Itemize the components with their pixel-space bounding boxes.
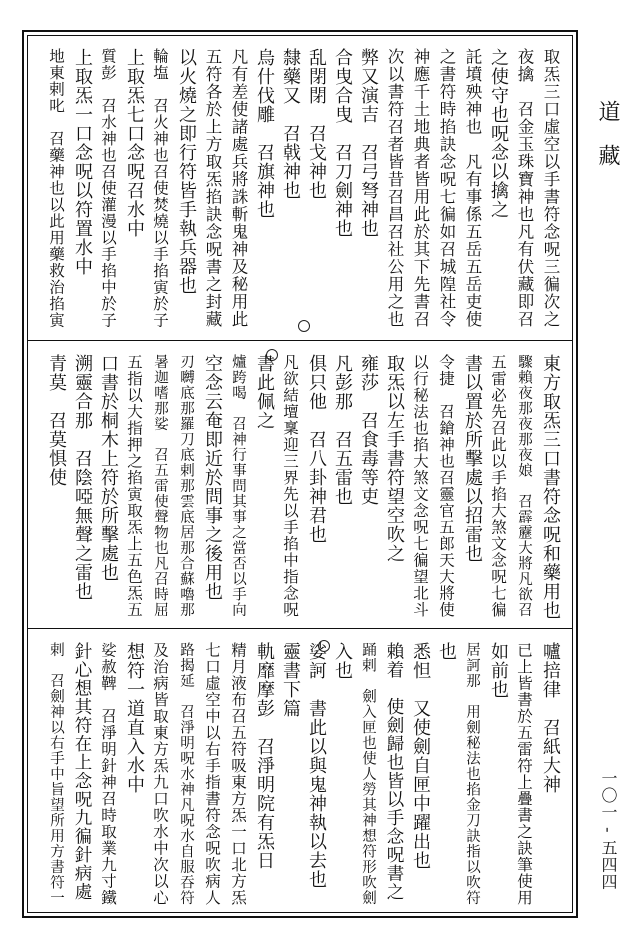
text-column: 空念云奄即近於問事之後用也: [202, 354, 223, 601]
text-column: 靈書下篇: [280, 642, 301, 718]
text-column: 託墳殃神也 凡有事係五岳五岳吏使: [463, 48, 482, 328]
text-column: 地東剌叱 召藥神也以此用藥救治掐寅: [47, 48, 65, 329]
text-column: 已上皆書於五雷符上疊書之訣筆使用: [515, 642, 533, 906]
text-panel-bottom: [30, 634, 570, 910]
text-column: 輪塩 召火神也召使焚燒以手掐寅於子: [151, 48, 169, 329]
text-panel-top: [30, 40, 570, 336]
text-column: 悉怛 又使劍自匣中躍出也: [410, 642, 431, 870]
text-column: 隸藥又 召戟神也: [280, 48, 301, 200]
text-column: 取炁三口虛空以手書符念呪三徧次之: [541, 48, 560, 328]
text-column: 軌靡摩彭 召淨明院有炁日: [254, 642, 275, 870]
text-column: 入也: [332, 642, 353, 680]
text-column: 神應千土地典者皆用此於其下先書召: [411, 48, 430, 328]
text-column: 次以書符召者皆昔召昌召社公用之也: [385, 48, 404, 328]
text-column: 七口虛空中以右手指書符念呪吹病人: [203, 642, 221, 906]
page-number: 一〇一 - 五四四: [599, 770, 618, 891]
text-column: 賴着 使劍歸也皆以手念呪書之: [384, 642, 404, 901]
text-column: 口書於桐木上符於所擊處也: [98, 354, 119, 582]
margin-title: 道藏: [595, 100, 620, 188]
text-column: 踊剌 劍入匣也使人勞其神想符形吹劍: [360, 642, 376, 906]
text-column: 雍莎 召食毒等吏: [358, 354, 379, 506]
text-column: 五指以大指押之掐寅取炁上五色炁五: [125, 354, 143, 618]
text-column: 及治病皆取東方炁九口吹水中次以心: [151, 642, 169, 906]
text-column: 取炁以左手書符望空吹之: [384, 354, 405, 563]
panel-divider-bottom: [27, 628, 573, 629]
text-column: 溯靈合那 召陰啞無聲之雷也: [72, 354, 93, 601]
text-panel-middle: [30, 346, 570, 624]
text-column: 刃嚩底那羅刀底剌那雲底居那合蘇嚕那: [178, 354, 194, 618]
text-column: 青莫 召莫惧使: [46, 354, 67, 487]
text-column: 弊又演吉 召弓弩神也: [358, 48, 379, 238]
text-column: 路揭延 召淨明呪水神凡呪水自服吞符: [178, 642, 194, 906]
text-column: 俱只他 召八卦神君也: [306, 354, 327, 544]
text-column: 居訶那 用劍秘法也掐金刀訣指以吹符: [464, 642, 480, 906]
text-column: 夜擒 召金玉珠寶神也凡有伏藏即召: [515, 48, 534, 328]
text-column: 上取炁一口念呪以符置水中: [72, 48, 93, 276]
text-column: 凡彭那 召五雷也: [332, 354, 353, 506]
text-column: 凡欲結壇稟迎三界先以手掐中指念呪: [281, 354, 299, 618]
text-column: 針心想其符在上念呪九徧針病處: [72, 642, 92, 901]
text-column: 之使守也呪念以擒之: [488, 48, 509, 219]
text-column: 五雷必先召此以手掐大煞文念呪七徧: [489, 354, 507, 618]
text-column: 東方取炁三口書符念呪和藥用也: [540, 354, 561, 620]
text-column: 乱閉閉 召戈神也: [306, 48, 327, 200]
text-column: 想符一道直入水中: [124, 642, 145, 794]
text-column: 書以置於所擊處以招雷也: [462, 354, 483, 563]
text-column: 如前也: [488, 642, 509, 699]
text-column: 凡有差使諸處兵將誅斬鬼神及秘用此: [229, 48, 248, 328]
text-column: 令捷 召鎗神也召靈官五郎天大將使: [437, 354, 455, 618]
text-column: 烏什伐雕 召旗神也: [254, 48, 275, 219]
text-column: 也: [436, 642, 457, 661]
text-column: 五符各於上方取炁掐訣念呪書之封藏: [203, 48, 222, 328]
text-column: 合曳合曳 召刀劍神也: [332, 48, 353, 238]
text-column: 驟賴夜那夜那夜娘 召霹靂大將凡欲召: [516, 354, 532, 618]
text-column: 上取炁七口念呪召水中: [124, 48, 145, 238]
text-column: 之書符時掐訣念呪七徧如召城隍社令: [437, 48, 456, 328]
text-column: 以行秘法也掐大煞文念呪七徧望北斗: [411, 354, 429, 618]
text-column: 質彭 召水神也召使灌漫以手掐中於子: [99, 48, 117, 329]
text-column: 精月液布召五符吸東方炁一口北方炁: [229, 642, 247, 906]
text-column: 書此佩之: [254, 354, 275, 430]
text-column: 暑迦嗜那娑 召五雷使聲物也凡召時屈: [152, 354, 168, 618]
text-column: 爐跨喝 召神行事問其事之當否以手向: [230, 354, 246, 618]
text-column: 娑訶 書此以與鬼神執以去也: [306, 642, 327, 889]
text-column: 嚧掊律 召紙大神: [540, 642, 561, 794]
panel-divider-top: [27, 340, 573, 341]
text-column: 剌 召劍神以右手中旨望所用方書符一: [48, 642, 64, 906]
text-column: 娑赦鞞 召淨明針神召時取業九寸鐵: [99, 642, 117, 906]
text-column: 以火燒之即行符皆手執兵器也: [176, 48, 197, 295]
